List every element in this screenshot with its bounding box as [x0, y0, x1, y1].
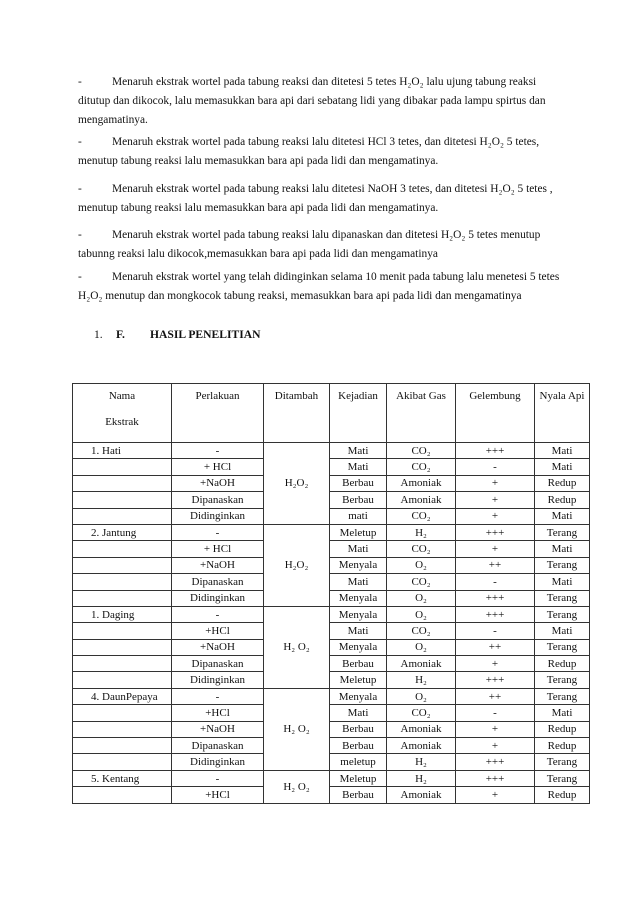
table-header-row [73, 384, 590, 443]
header-nama-ekstrak [73, 384, 172, 443]
cell-gelembung: + [456, 508, 535, 524]
cell-nama-ekstrak [73, 721, 172, 737]
cell-gelembung: + [456, 721, 535, 737]
cell-nama-ekstrak [73, 508, 172, 524]
cell-kejadian: mati [330, 508, 387, 524]
cell-nyala-api: Terang [535, 639, 590, 655]
cell-perlakuan: +HCl [172, 787, 264, 803]
table-row [73, 443, 590, 459]
cell-gelembung: + [456, 787, 535, 803]
cell-perlakuan: Dipanaskan [172, 492, 264, 508]
cell-nyala-api: Redup [535, 492, 590, 508]
cell-nama-ekstrak [73, 705, 172, 721]
table-row [73, 475, 590, 491]
cell-gelembung: - [456, 705, 535, 721]
table-row [73, 557, 590, 573]
cell-kejadian: Menyala [330, 557, 387, 573]
cell-perlakuan: +HCl [172, 705, 264, 721]
cell-nama-ekstrak: 4. DaunPepaya [73, 688, 172, 704]
cell-akibat-gas: CO₂ [387, 508, 456, 524]
cell-perlakuan: - [172, 524, 264, 540]
section-letter: F. [116, 328, 125, 341]
cell-akibat-gas: CO₂ [387, 705, 456, 721]
cell-gelembung: +++ [456, 770, 535, 786]
table-row [73, 770, 590, 786]
cell-nyala-api: Mati [535, 574, 590, 590]
paragraph-text: Menaruh ekstrak wortel pada tabung reaksi lalu ditetesi NaOH 3 tetes, dan ditetesi H₂O₂ 5 tetes , menutup tabung reaksi lalu memasukkan bara api pada lidi dan mengamatinya. [78, 183, 553, 214]
table-row [73, 508, 590, 524]
cell-nama-ekstrak [73, 541, 172, 557]
header-nama: Nama [108, 390, 136, 402]
cell-nama-ekstrak: 5. Kentang [73, 770, 172, 786]
cell-akibat-gas: Amoniak [387, 492, 456, 508]
cell-nyala-api: Mati [535, 443, 590, 459]
cell-nyala-api: Redup [535, 475, 590, 491]
cell-ditambah: H₂ O₂ [264, 606, 330, 688]
cell-ditambah: H₂ O₂ [264, 688, 330, 770]
cell-gelembung: + [456, 492, 535, 508]
section-title: HASIL PENELITIAN [150, 328, 261, 341]
cell-perlakuan: Dipanaskan [172, 574, 264, 590]
table-row [73, 492, 590, 508]
cell-nama-ekstrak [73, 475, 172, 491]
cell-gelembung: +++ [456, 524, 535, 540]
cell-akibat-gas: H₂ [387, 770, 456, 786]
header-ekstrak: Ekstrak [105, 416, 139, 428]
cell-perlakuan: - [172, 688, 264, 704]
header-ditambah: Ditambah [264, 384, 330, 443]
cell-akibat-gas: CO₂ [387, 623, 456, 639]
cell-ditambah: H₂ O₂ [264, 770, 330, 803]
cell-kejadian: Menyala [330, 606, 387, 622]
cell-kejadian: Mati [330, 574, 387, 590]
cell-nyala-api: Mati [535, 541, 590, 557]
cell-kejadian: Meletup [330, 770, 387, 786]
cell-nyala-api: Mati [535, 623, 590, 639]
cell-perlakuan: +NaOH [172, 475, 264, 491]
cell-nama-ekstrak [73, 639, 172, 655]
cell-nyala-api: Terang [535, 688, 590, 704]
cell-nama-ekstrak: 2. Jantung [73, 524, 172, 540]
cell-akibat-gas: H₂ [387, 672, 456, 688]
cell-akibat-gas: CO₂ [387, 459, 456, 475]
cell-gelembung: + [456, 541, 535, 557]
paragraph-text: Menaruh ekstrak wortel pada tabung reaksi dan ditetesi 5 tetes H₂O₂ lalu ujung tabung reaksi ditutup dan dikocok, lalu memasukkan bara api dari sebatang lidi yang dibakar pada lampu spirtus dan mengamatinya. [78, 76, 546, 126]
cell-ditambah: H₂O₂ [264, 524, 330, 606]
cell-akibat-gas: O₂ [387, 606, 456, 622]
paragraph-5 [78, 268, 568, 306]
cell-perlakuan: +NaOH [172, 721, 264, 737]
cell-kejadian: Berbau [330, 738, 387, 754]
cell-perlakuan: - [172, 606, 264, 622]
paragraph-text: Menaruh ekstrak wortel pada tabung reaksi lalu dipanaskan dan ditetesi H₂O₂ 5 tetes menutup tabunng reaksi lalu dikocok,memasukkan bara api pada lidi dan mengamatinya [78, 229, 541, 260]
cell-gelembung: +++ [456, 590, 535, 606]
paragraph-3 [78, 180, 568, 218]
header-akibat-gas: Akibat Gas [387, 384, 456, 443]
cell-akibat-gas: O₂ [387, 590, 456, 606]
cell-akibat-gas: H₂ [387, 754, 456, 770]
cell-perlakuan: + HCl [172, 541, 264, 557]
cell-akibat-gas: H₂ [387, 524, 456, 540]
table-row [73, 524, 590, 540]
cell-akibat-gas: Amoniak [387, 721, 456, 737]
cell-nyala-api: Terang [535, 770, 590, 786]
table-row [73, 623, 590, 639]
cell-gelembung: +++ [456, 443, 535, 459]
paragraph-text: Menaruh ekstrak wortel yang telah didinginkan selama 10 menit pada tabung lalu menetesi 5 tetes H₂O₂ menutup dan mongkocok tabung reaksi, memasukkan bara api pada lidi dan mengamatinya [78, 271, 560, 302]
cell-perlakuan: - [172, 770, 264, 786]
cell-perlakuan: Dipanaskan [172, 738, 264, 754]
cell-nama-ekstrak [73, 754, 172, 770]
cell-perlakuan: +NaOH [172, 557, 264, 573]
cell-kejadian: Mati [330, 623, 387, 639]
table-row [73, 606, 590, 622]
cell-perlakuan: +HCl [172, 623, 264, 639]
cell-akibat-gas: Amoniak [387, 787, 456, 803]
cell-kejadian: Berbau [330, 721, 387, 737]
cell-gelembung: + [456, 475, 535, 491]
table-row [73, 688, 590, 704]
cell-nyala-api: Redup [535, 787, 590, 803]
table-body [73, 443, 590, 804]
cell-akibat-gas: CO₂ [387, 541, 456, 557]
cell-nyala-api: Terang [535, 590, 590, 606]
cell-nyala-api: Redup [535, 738, 590, 754]
cell-akibat-gas: Amoniak [387, 475, 456, 491]
cell-akibat-gas: O₂ [387, 639, 456, 655]
bullet-dash: - [78, 183, 82, 195]
cell-nama-ekstrak [73, 574, 172, 590]
cell-kejadian: Mati [330, 705, 387, 721]
cell-nyala-api: Mati [535, 705, 590, 721]
cell-gelembung: +++ [456, 754, 535, 770]
paragraph-text: Menaruh ekstrak wortel pada tabung reaksi lalu ditetesi HCl 3 tetes, dan ditetesi H₂O₂ 5 tetes, menutup tabung reaksi lalu memasukkan bara api pada lidi dan mengamatinya. [78, 136, 540, 167]
table-row [73, 590, 590, 606]
cell-perlakuan: Didinginkan [172, 508, 264, 524]
cell-perlakuan: Dipanaskan [172, 656, 264, 672]
cell-nama-ekstrak [73, 672, 172, 688]
table-row [73, 639, 590, 655]
table-row [73, 574, 590, 590]
cell-kejadian: meletup [330, 754, 387, 770]
cell-kejadian: Mati [330, 541, 387, 557]
cell-kejadian: Berbau [330, 656, 387, 672]
cell-nama-ekstrak: 1. Hati [73, 443, 172, 459]
table-row [73, 705, 590, 721]
cell-kejadian: Mati [330, 443, 387, 459]
cell-kejadian: Menyala [330, 590, 387, 606]
cell-gelembung: ++ [456, 639, 535, 655]
cell-nyala-api: Terang [535, 606, 590, 622]
bullet-dash: - [78, 76, 82, 88]
cell-kejadian: Berbau [330, 787, 387, 803]
cell-gelembung: +++ [456, 606, 535, 622]
table-row [73, 459, 590, 475]
cell-perlakuan: - [172, 443, 264, 459]
header-nyala-api: Nyala Api [535, 384, 590, 443]
cell-akibat-gas: Amoniak [387, 738, 456, 754]
header-kejadian: Kejadian [330, 384, 387, 443]
section-number: 1. [94, 328, 103, 341]
cell-perlakuan: Didinginkan [172, 590, 264, 606]
paragraph-2 [78, 133, 568, 171]
cell-akibat-gas: Amoniak [387, 656, 456, 672]
cell-nyala-api: Mati [535, 459, 590, 475]
cell-nama-ekstrak [73, 459, 172, 475]
paragraph-4 [78, 226, 568, 264]
bullet-dash: - [78, 229, 82, 241]
cell-kejadian: Berbau [330, 475, 387, 491]
cell-gelembung: ++ [456, 557, 535, 573]
cell-gelembung: +++ [456, 672, 535, 688]
table-row [73, 672, 590, 688]
cell-nyala-api: Mati [535, 508, 590, 524]
header-gelembung: Gelembung [456, 384, 535, 443]
cell-akibat-gas: CO₂ [387, 574, 456, 590]
cell-nama-ekstrak [73, 787, 172, 803]
cell-kejadian: Menyala [330, 688, 387, 704]
table-row [73, 754, 590, 770]
cell-nyala-api: Terang [535, 754, 590, 770]
cell-nama-ekstrak [73, 590, 172, 606]
table-row [73, 721, 590, 737]
cell-nama-ekstrak [73, 656, 172, 672]
cell-perlakuan: Didinginkan [172, 672, 264, 688]
table-row [73, 787, 590, 803]
cell-kejadian: Meletup [330, 672, 387, 688]
cell-nyala-api: Terang [535, 672, 590, 688]
cell-perlakuan: Didinginkan [172, 754, 264, 770]
cell-kejadian: Menyala [330, 639, 387, 655]
cell-nyala-api: Terang [535, 524, 590, 540]
cell-nama-ekstrak [73, 557, 172, 573]
cell-akibat-gas: O₂ [387, 688, 456, 704]
cell-nama-ekstrak [73, 492, 172, 508]
cell-nyala-api: Terang [535, 557, 590, 573]
cell-nama-ekstrak: 1. Daging [73, 606, 172, 622]
cell-kejadian: Meletup [330, 524, 387, 540]
cell-gelembung: ++ [456, 688, 535, 704]
cell-gelembung: + [456, 656, 535, 672]
cell-nyala-api: Redup [535, 656, 590, 672]
cell-nama-ekstrak [73, 623, 172, 639]
paragraph-1 [78, 73, 568, 130]
cell-gelembung: + [456, 738, 535, 754]
cell-ditambah: H₂O₂ [264, 443, 330, 525]
table-row [73, 738, 590, 754]
bullet-dash: - [78, 271, 82, 283]
cell-gelembung: - [456, 574, 535, 590]
results-table [72, 383, 590, 804]
cell-gelembung: - [456, 459, 535, 475]
cell-gelembung: - [456, 623, 535, 639]
cell-nyala-api: Redup [535, 721, 590, 737]
section-heading [94, 328, 261, 341]
cell-nama-ekstrak [73, 738, 172, 754]
header-perlakuan: Perlakuan [172, 384, 264, 443]
cell-perlakuan: + HCl [172, 459, 264, 475]
cell-kejadian: Mati [330, 459, 387, 475]
cell-perlakuan: +NaOH [172, 639, 264, 655]
table-row [73, 656, 590, 672]
cell-kejadian: Berbau [330, 492, 387, 508]
bullet-dash: - [78, 136, 82, 148]
table-row [73, 541, 590, 557]
cell-akibat-gas: CO₂ [387, 443, 456, 459]
cell-akibat-gas: O₂ [387, 557, 456, 573]
